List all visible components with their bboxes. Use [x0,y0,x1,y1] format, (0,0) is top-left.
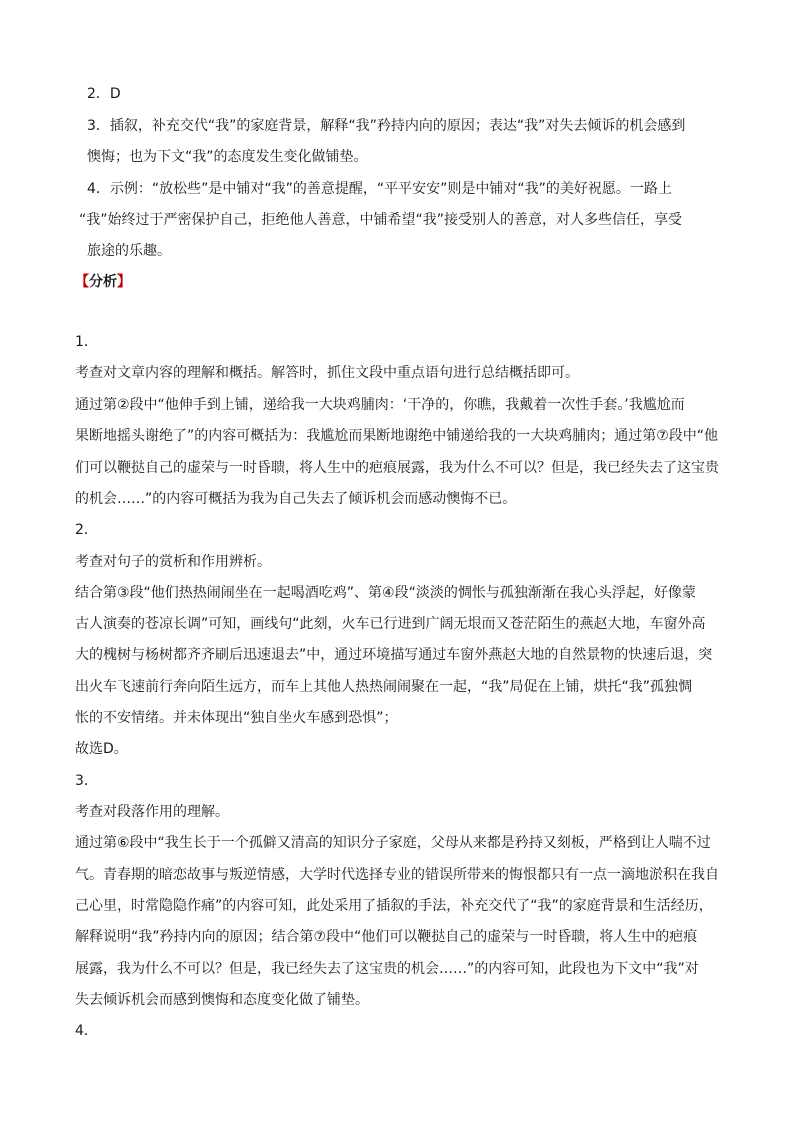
analysis-1-line-5: 的机会……”的内容可概括为我为自己失去了倾诉机会而感动懊悔不已。 [75,491,517,507]
analysis-3-line-2: 通过第⑥段中“我生长于一个孤僻又清高的知识分子家庭，父母从来都是矜持又刻板，严格到让人喘不过 [75,835,711,851]
bracket-close: 】 [117,274,131,290]
analysis-3-line-4: 己心里，时常隐隐作痛”的内容可知，此处采用了插叙的手法，补充交代了“我”的家庭背景和生活经历， [75,898,713,914]
analysis-1-number: 1． [75,334,98,350]
analysis-2-number: 2． [75,522,98,538]
answer-3-line-2: 懊悔；也为下文“我”的态度发生变化做铺垫。 [87,149,368,165]
analysis-1-line-3: 果断地摇头谢绝了”的内容可概括为：我尴尬而果断地谢绝中铺递给我的一大块鸡脯肉；通过第⑦段中“他 [75,428,719,444]
analysis-4-number: 4． [75,1023,98,1039]
answer-4-line-1: 4．示例：“放松些”是中铺对“我”的善意提醒，“平平安安”则是中铺对“我”的美好祝愿。一路上 [87,181,672,197]
answer-2: 2．D [87,86,121,102]
analysis-1-line-4: 们可以鞭挞自己的虚荣与一时昏聩，将人生中的疤痕展露，我为什么不可以？但是，我已经失去了这宝贵 [75,460,719,476]
analysis-3-number: 3． [75,773,98,789]
analysis-2-line-5: 出火车飞速前行奔向陌生远方，而车上其他人热热闹闹聚在一起，“我”局促在上铺，烘托“我”孤独惆 [75,679,693,695]
analysis-heading [75,273,725,291]
answer-4-line-2: “我”始终过于严密保护自己，拒绝他人善意，中铺希望“我”接受别人的善意，对人多些信任，享受 [79,212,683,228]
bracket-open: 【 [75,274,89,290]
analysis-2-line-6: 怅的不安情绪。并未体现出“独自坐火车感到恐惧”； [75,710,398,726]
analysis-2-line-1: 考查对句子的赏析和作用辨析。 [75,554,271,570]
analysis-3-line-5: 解释说明“我”矜持内向的原因；结合第⑦段中“他们可以鞭挞自己的虚荣与一时昏聩，将人生中的疤痕 [75,929,698,945]
analysis-2-line-2: 结合第③段“他们热热闹闹坐在一起喝酒吃鸡”、第④段“淡淡的惆怅与孤独渐渐在我心头浮起，好像蒙 [75,585,696,601]
analysis-2-line-3: 古人演奏的苍凉长调”可知，画线句“此刻，火车已行进到广阔无垠而又苍茫陌生的燕赵大地，车窗外高 [75,616,706,632]
analysis-1-line-2: 通过第②段中“他伸手到上铺，递给我一大块鸡脯肉：‘干净的，你瞧，我戴着一次性手套。’我尴尬而 [75,397,685,413]
analysis-3-line-1: 考查对段落作用的理解。 [75,804,229,820]
analysis-heading-text: 分析 [89,274,117,290]
analysis-3-line-6: 展露，我为什么不可以？但是，我已经失去了这宝贵的机会……”的内容可知，此段也为下文中“我”对 [75,961,699,977]
answer-3-line-1: 3．插叙，补充交代“我”的家庭背景，解释“我”矜持内向的原因；表达“我”对失去倾诉的机会感到 [87,118,686,134]
analysis-3-line-7: 失去倾诉机会而感到懊悔和态度变化做了铺垫。 [75,992,369,1008]
answer-4-line-3: 旅途的乐趣。 [87,243,171,259]
analysis-2-line-7: 故选D。 [75,741,128,757]
analysis-3-line-3: 气。青春期的暗恋故事与叛逆情感，大学时代选择专业的错误所带来的悔恨都只有一点一滴地淤积在我自 [75,867,719,883]
analysis-1-line-1: 考查对文章内容的理解和概括。解答时，抓住文段中重点语句进行总结概括即可。 [75,365,579,381]
analysis-2-line-4: 大的槐树与杨树都齐齐刷后迅速退去”中，通过环境描写通过车窗外燕赵大地的自然景物的快速后退，突 [75,647,713,663]
